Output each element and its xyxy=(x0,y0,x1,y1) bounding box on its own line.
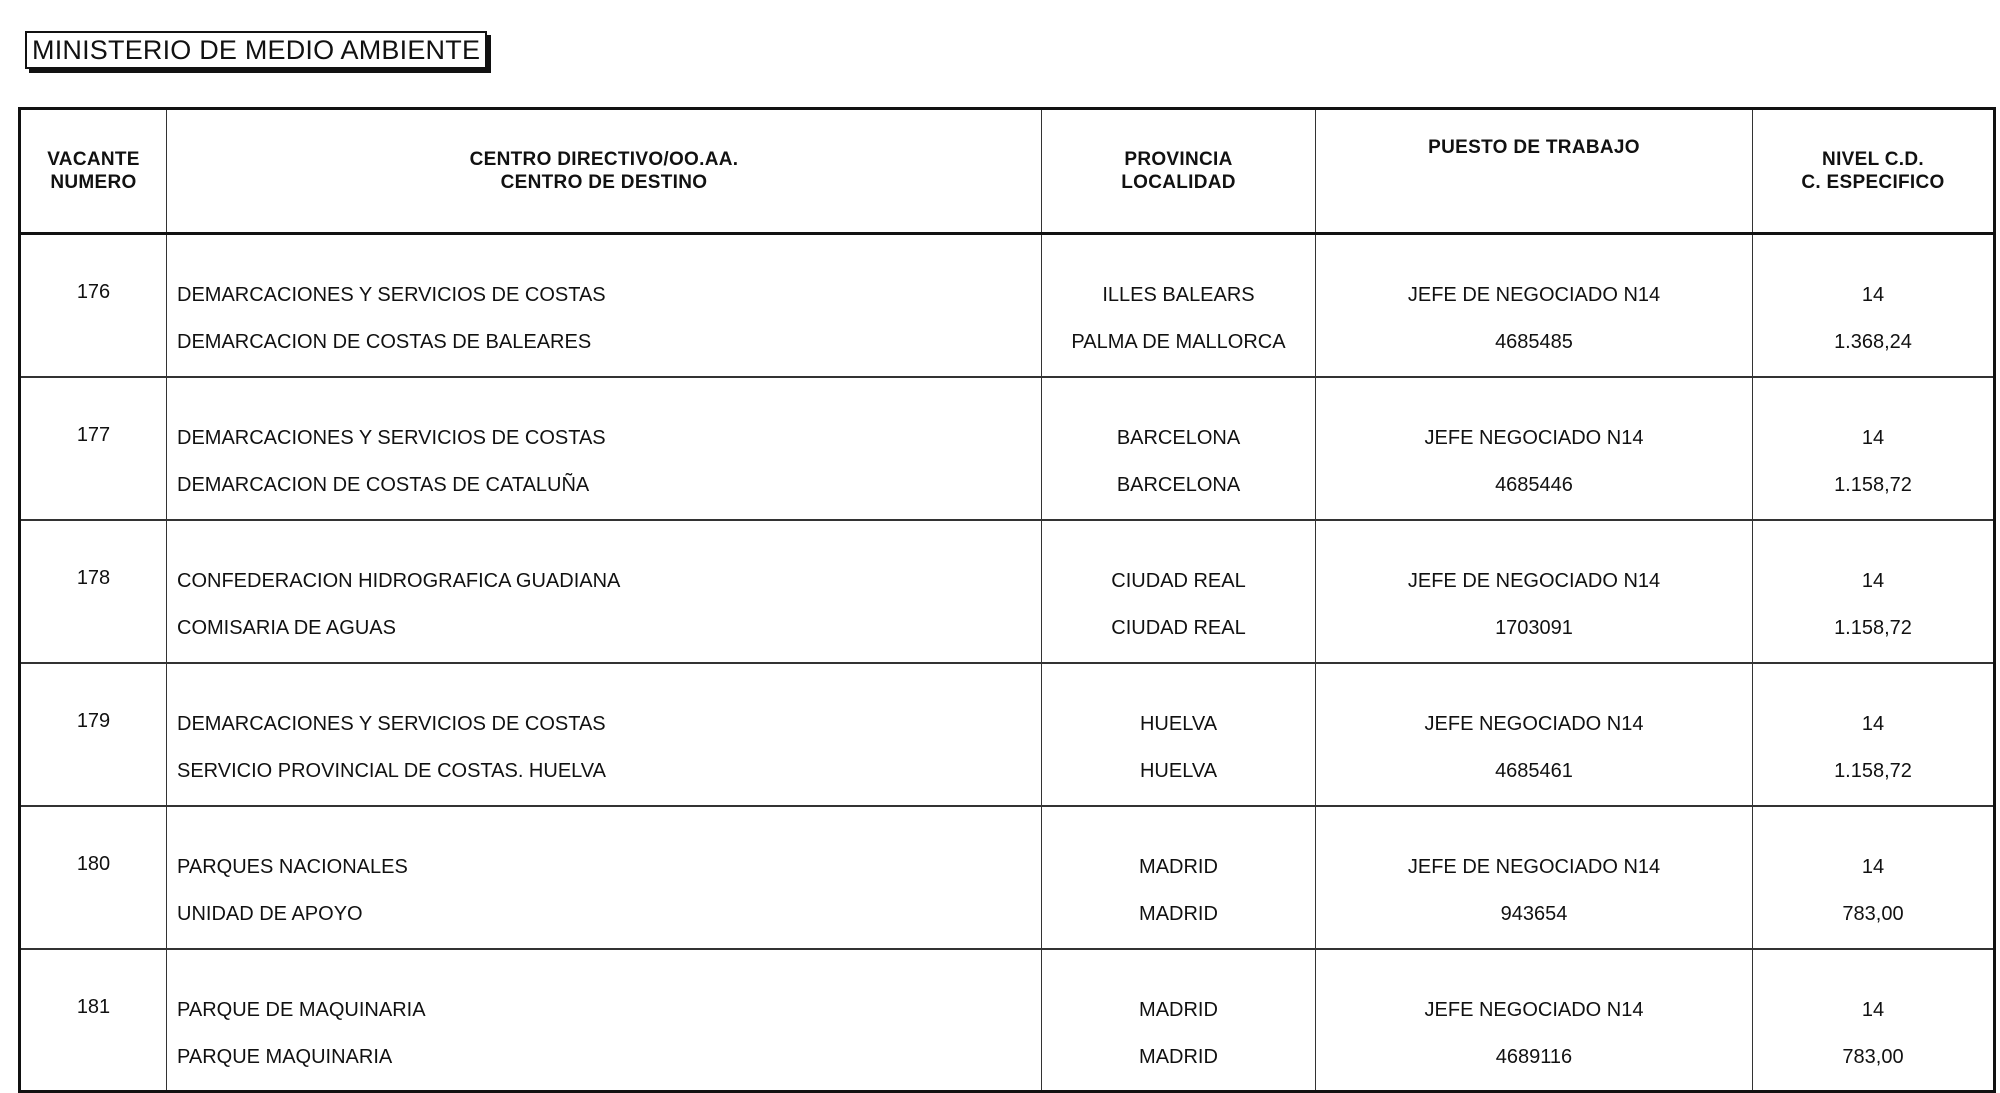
complemento-especifico: 1.158,72 xyxy=(1834,759,1912,782)
centro-destino: SERVICIO PROVINCIAL DE COSTAS. HUELVA xyxy=(177,759,606,782)
centro-directivo: CONFEDERACION HIDROGRAFICA GUADIANA xyxy=(177,569,621,592)
puesto-trabajo: JEFE NEGOCIADO N14 xyxy=(1424,712,1644,735)
vacante-numero: 181 xyxy=(20,949,167,1092)
centro-directivo: PARQUE DE MAQUINARIA xyxy=(177,998,426,1021)
puesto-trabajo: JEFE DE NEGOCIADO N14 xyxy=(1407,284,1661,306)
puesto-codigo: 1703091 xyxy=(1495,616,1573,639)
nivel-cd: 14 xyxy=(1861,712,1885,735)
nivel-cell xyxy=(1753,234,1995,377)
centro-cell xyxy=(167,234,1042,377)
complemento-especifico: 783,00 xyxy=(1842,1045,1904,1068)
vacante-numero: 180 xyxy=(20,806,167,949)
puesto-codigo: 4689116 xyxy=(1495,1045,1573,1068)
table-row xyxy=(20,663,1995,806)
provincia-cell xyxy=(1042,806,1316,949)
provincia-cell xyxy=(1042,663,1316,806)
provincia-cell xyxy=(1042,377,1316,520)
centro-directivo: DEMARCACIONES Y SERVICIOS DE COSTAS xyxy=(177,284,606,306)
puesto-cell xyxy=(1316,949,1753,1092)
vacancies-table xyxy=(18,107,1996,1093)
localidad: PALMA DE MALLORCA xyxy=(1071,331,1286,353)
puesto-codigo: 943654 xyxy=(1500,902,1568,925)
puesto-trabajo: JEFE DE NEGOCIADO N14 xyxy=(1407,855,1661,878)
puesto-trabajo: JEFE DE NEGOCIADO N14 xyxy=(1407,569,1661,592)
centro-cell xyxy=(167,949,1042,1092)
centro-directivo: PARQUES NACIONALES xyxy=(177,855,408,878)
puesto-cell xyxy=(1316,806,1753,949)
table-row xyxy=(20,520,1995,663)
centro-directivo: DEMARCACIONES Y SERVICIOS DE COSTAS xyxy=(177,426,606,449)
nivel-cell xyxy=(1753,806,1995,949)
provincia-cell xyxy=(1042,520,1316,663)
centro-destino: PARQUE MAQUINARIA xyxy=(177,1045,393,1068)
provincia-cell xyxy=(1042,234,1316,377)
nivel-cd: 14 xyxy=(1861,855,1885,878)
nivel-cd: 14 xyxy=(1861,426,1885,449)
header-provincia-localidad: PROVINCIA LOCALIDAD xyxy=(1042,109,1316,234)
nivel-cell xyxy=(1753,663,1995,806)
complemento-especifico: 1.158,72 xyxy=(1834,616,1912,639)
vacante-numero: 177 xyxy=(20,377,167,520)
puesto-cell xyxy=(1316,377,1753,520)
header-vacante-numero: VACANTE NUMERO xyxy=(20,109,167,234)
table-body xyxy=(20,234,1995,1092)
provincia: HUELVA xyxy=(1139,712,1218,735)
provincia: ILLES BALEARS xyxy=(1102,284,1255,306)
localidad: BARCELONA xyxy=(1116,473,1241,496)
table-row xyxy=(20,949,1995,1092)
localidad: MADRID xyxy=(1139,1045,1218,1068)
vacante-numero: 178 xyxy=(20,520,167,663)
puesto-codigo: 4685446 xyxy=(1495,473,1573,496)
table-row xyxy=(20,234,1995,377)
localidad: CIUDAD REAL xyxy=(1111,616,1246,639)
complemento-especifico: 1.158,72 xyxy=(1834,473,1912,496)
puesto-cell xyxy=(1316,520,1753,663)
nivel-cd: 14 xyxy=(1861,284,1885,306)
complemento-especifico: 783,00 xyxy=(1842,902,1904,925)
centro-destino: COMISARIA DE AGUAS xyxy=(177,616,396,639)
nivel-cell xyxy=(1753,949,1995,1092)
table-row xyxy=(20,806,1995,949)
centro-directivo: DEMARCACIONES Y SERVICIOS DE COSTAS xyxy=(177,712,606,735)
nivel-cell xyxy=(1753,377,1995,520)
puesto-trabajo: JEFE NEGOCIADO N14 xyxy=(1424,426,1644,449)
nivel-cd: 14 xyxy=(1861,569,1885,592)
nivel-cell xyxy=(1753,520,1995,663)
localidad: HUELVA xyxy=(1139,759,1218,782)
provincia: MADRID xyxy=(1139,855,1218,878)
puesto-codigo: 4685461 xyxy=(1495,759,1573,782)
header-nivel-especifico: NIVEL C.D. C. ESPECIFICO xyxy=(1753,109,1995,234)
vacante-numero: 176 xyxy=(20,234,167,377)
centro-cell xyxy=(167,663,1042,806)
nivel-cd: 14 xyxy=(1861,998,1885,1021)
puesto-cell xyxy=(1316,234,1753,377)
header-puesto-trabajo: PUESTO DE TRABAJO xyxy=(1316,109,1753,234)
centro-destino: UNIDAD DE APOYO xyxy=(177,902,363,925)
ministry-title: MINISTERIO DE MEDIO AMBIENTE xyxy=(25,31,487,69)
provincia-cell xyxy=(1042,949,1316,1092)
provincia: BARCELONA xyxy=(1116,426,1241,449)
puesto-trabajo: JEFE NEGOCIADO N14 xyxy=(1424,998,1644,1021)
centro-cell xyxy=(167,377,1042,520)
header-centro-directivo: CENTRO DIRECTIVO/OO.AA. CENTRO DE DESTINO xyxy=(167,109,1042,234)
provincia: CIUDAD REAL xyxy=(1111,569,1246,592)
centro-cell xyxy=(167,520,1042,663)
centro-destino: DEMARCACION DE COSTAS DE CATALUÑA xyxy=(177,473,590,496)
vacante-numero: 179 xyxy=(20,663,167,806)
centro-cell xyxy=(167,806,1042,949)
table-header xyxy=(20,109,1995,234)
complemento-especifico: 1.368,24 xyxy=(1834,331,1912,353)
puesto-codigo: 4685485 xyxy=(1495,331,1573,353)
puesto-cell xyxy=(1316,663,1753,806)
localidad: MADRID xyxy=(1139,902,1218,925)
centro-destino: DEMARCACION DE COSTAS DE BALEARES xyxy=(177,331,592,353)
table-row xyxy=(20,377,1995,520)
provincia: MADRID xyxy=(1139,998,1218,1021)
